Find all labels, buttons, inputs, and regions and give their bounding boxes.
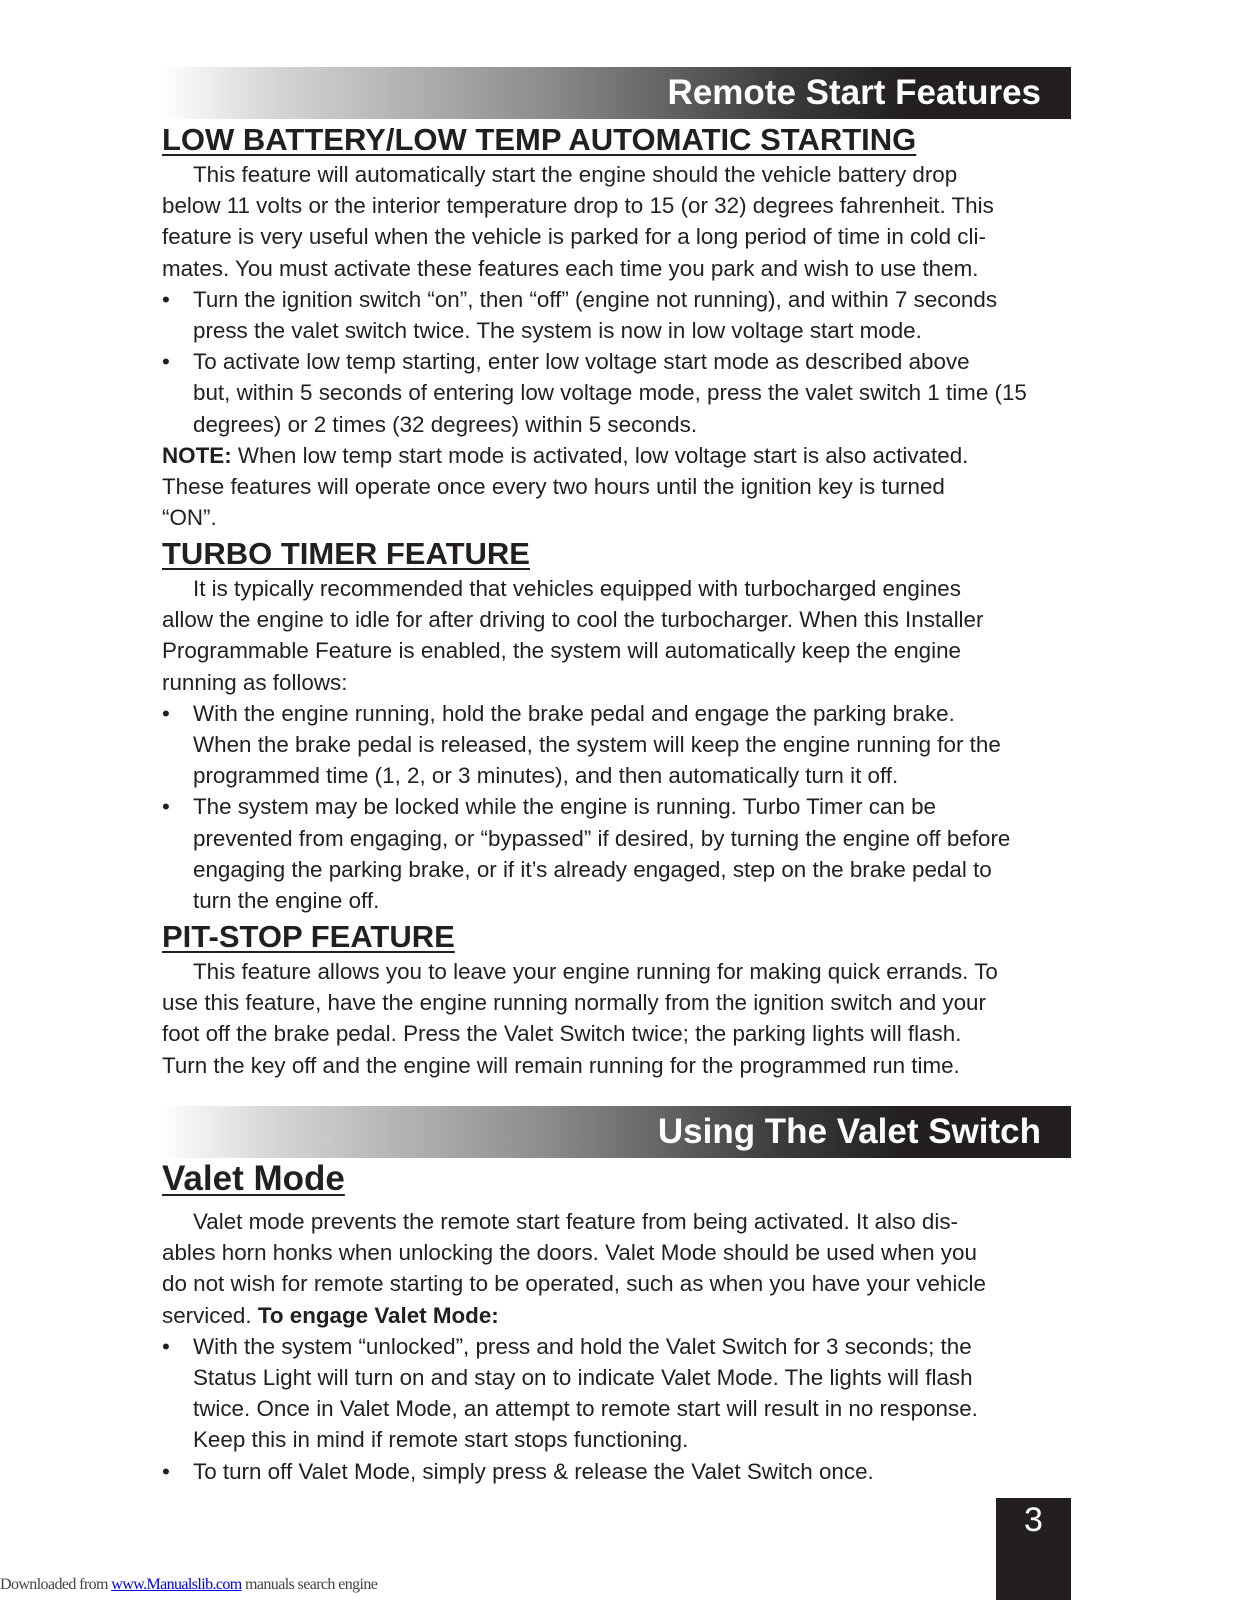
list-item: • With the engine running, hold the brake pedal and engage the parking brake. When the brake pedal is released, the system will keep the engine running for the programmed time (1, 2, or 3 minutes), and then automatically turn it off. — [162, 698, 1074, 792]
note-paragraph: NOTE: When low temp start mode is activated, low voltage start is also activated. These features will operate once every two hours until the ignition key is turned “ON”. — [162, 442, 969, 531]
footer-prefix: Downloaded from — [0, 1576, 112, 1593]
low-battery-heading: LOW BATTERY/LOW TEMP AUTOMATIC STARTING — [162, 122, 917, 157]
bullet-glyph: • — [162, 1458, 170, 1484]
note-label: NOTE: — [162, 442, 232, 468]
bullet-glyph: • — [162, 700, 170, 726]
list-item: • To activate low temp starting, enter low voltage start mode as described above but, within 5 seconds of entering low voltage mode, press the valet switch 1 time (15 degrees) or 2 times (32 degrees) within 5 seconds. — [162, 346, 1074, 440]
section-title: Remote Start Features — [667, 73, 1041, 112]
list-item: • The system may be locked while the engine is running. Turbo Timer can be prevented from engaging, or “bypassed” if desired, by turning the engine off before engaging the parking brake, or if it’s already engaged, step on the brake pedal to turn the engine off. — [162, 791, 1074, 916]
bullet-glyph: • — [162, 286, 170, 312]
page-number-box — [996, 1498, 1071, 1600]
footer-suffix: manuals search engine — [241, 1576, 378, 1593]
page-number: 3 — [1024, 1501, 1043, 1539]
valet-mode-paragraph: Valet mode prevents the remote start feature from being activated. It also dis- ables horn honks when unlocking the doors. Valet Mode should be used when you do not wish for remote starting to be operated, such as when you have your vehicle serviced. To engage Valet Mode: — [162, 1209, 986, 1328]
section-title: Using The Valet Switch — [657, 1112, 1041, 1151]
low-battery-paragraph: This feature will automatically start the engine should the vehicle battery drop below 11 volts or the interior temperature drop to 15 (or 32) degrees fahrenheit. This feature is very useful when the vehicle is parked for a long period of time in cold cli- mates. You must activate these features each time you park and wish to use them. — [162, 162, 994, 281]
bullet-glyph: • — [162, 1333, 170, 1359]
engage-label: To engage Valet Mode: — [257, 1302, 499, 1328]
turbo-timer-heading: TURBO TIMER FEATURE — [162, 536, 530, 571]
list-item: • To turn off Valet Mode, simply press & release the Valet Switch once. — [162, 1456, 1074, 1487]
section-header-band — [160, 1106, 1071, 1158]
pit-stop-heading: PIT-STOP FEATURE — [162, 919, 455, 954]
section-header-band — [160, 67, 1071, 119]
pit-stop-paragraph: This feature allows you to leave your engine running for making quick errands. To use this feature, have the engine running normally from the ignition switch and your foot off the brake pedal. Press the Valet Switch twice; the parking lights will flash. Turn the key off and the engine will remain running for the programmed run time. — [162, 959, 998, 1078]
low-battery-section — [162, 121, 1074, 533]
turbo-timer-paragraph: It is typically recommended that vehicles equipped with turbocharged engines allow the engine to idle for after driving to cool the turbocharger. When this Installer Programmable Feature is enabled, the system will automatically keep the engine running as follows: — [162, 576, 984, 695]
pit-stop-section — [162, 918, 1074, 1081]
list-item: • With the system “unlocked”, press and hold the Valet Switch for 3 seconds; the Status Light will turn on and stay on to indicate Valet Mode. The lights will flash twice. Once in Valet Mode, an attempt to remote start will result in no response. Keep this in mind if remote start stops functioning. — [162, 1331, 1074, 1456]
manualslib-link[interactable]: www.Manualslib.com — [111, 1576, 242, 1593]
bullet-glyph: • — [162, 794, 170, 820]
turbo-timer-section — [162, 535, 1074, 916]
valet-mode-section — [162, 1158, 1074, 1487]
download-footer — [0, 1576, 377, 1594]
list-item: • Turn the ignition switch “on”, then “off” (engine not running), and within 7 seconds press the valet switch twice. The system is now in low voltage start mode. — [162, 284, 1074, 346]
bullet-glyph: • — [162, 349, 170, 375]
valet-mode-heading: Valet Mode — [162, 1159, 345, 1198]
